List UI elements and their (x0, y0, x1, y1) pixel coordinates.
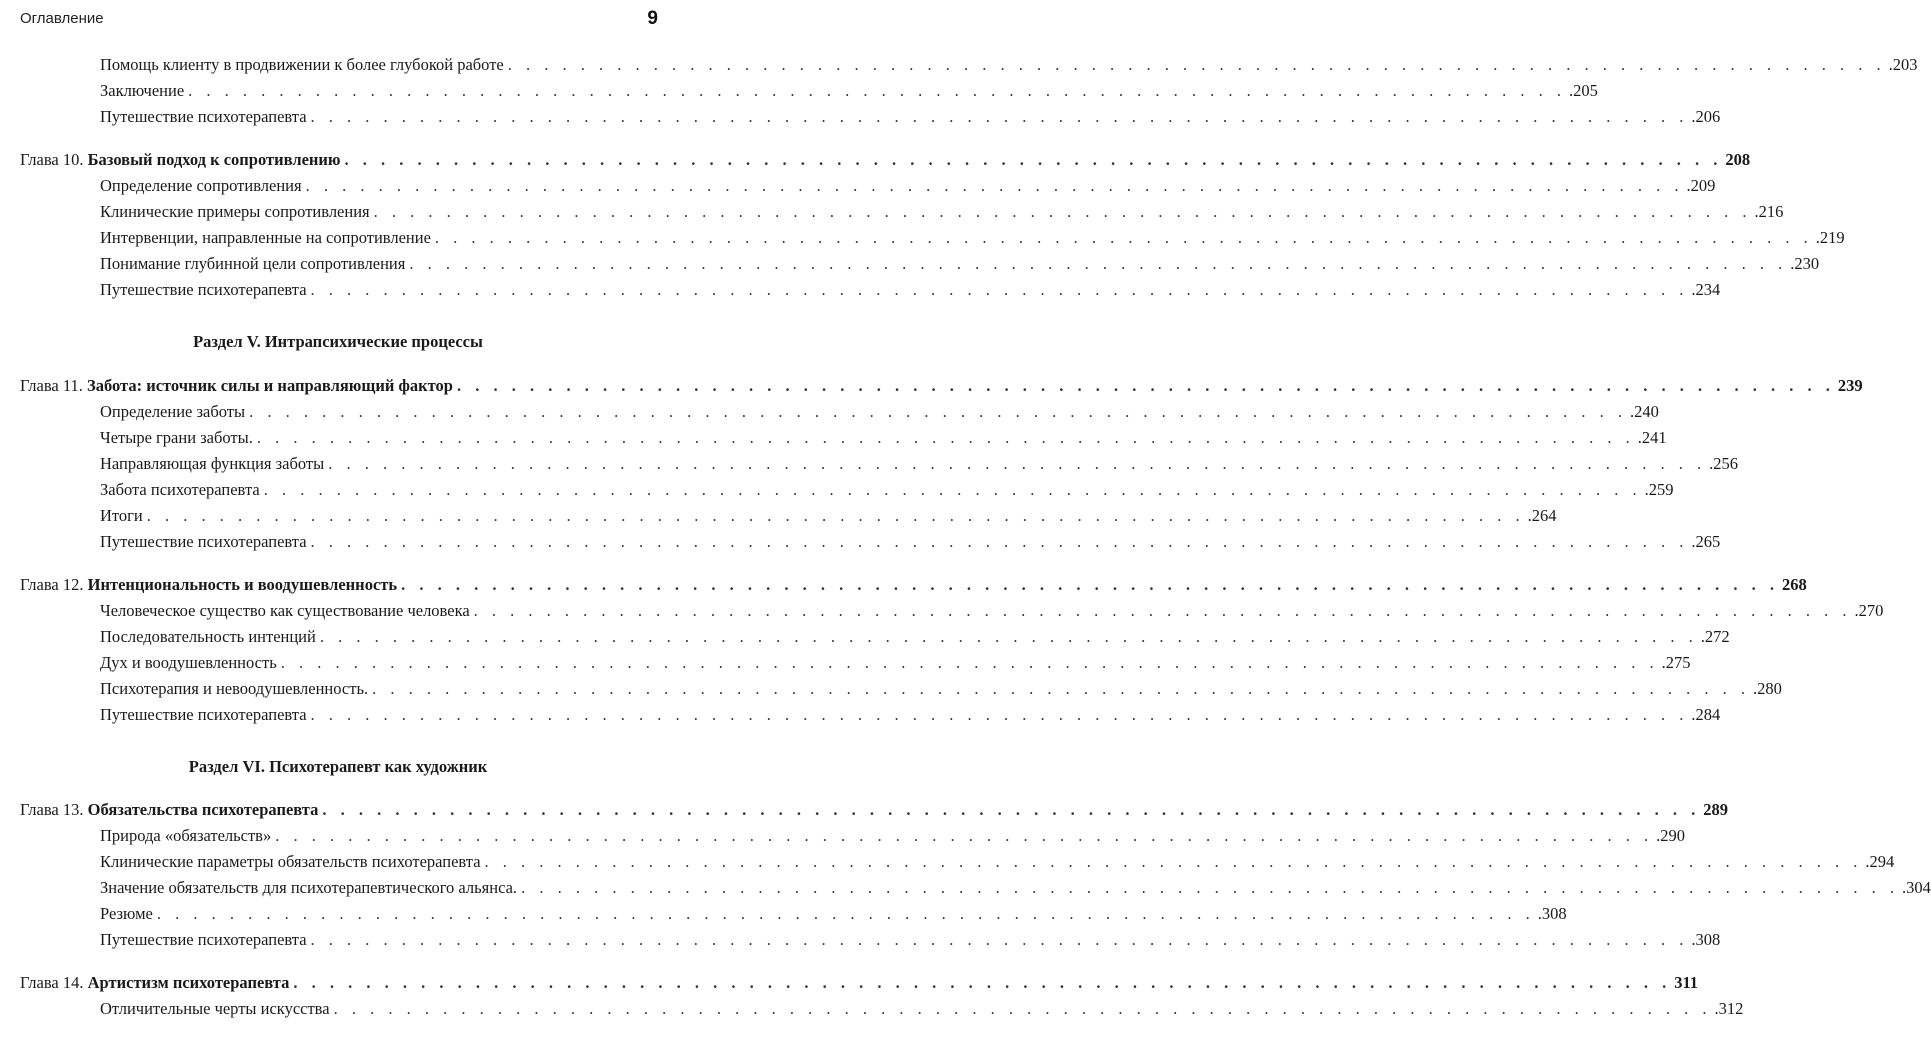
toc-chapter (0, 572, 1807, 598)
toc-title-group (20, 373, 453, 399)
chapter-title: Забота: источник силы и направляющий фактор (87, 376, 453, 395)
entry-title: Клинические примеры сопротивления (100, 202, 370, 221)
toc-entry (0, 849, 1895, 875)
dot-leader: . . . . . . . . . . . . . . . . . . . . . . . . . . . . . . . . . . . . . . . . . . . . . . . . . . . . . . . . . . . . . . . . . . . . . . . . . . . . (310, 107, 1689, 126)
toc-chapter (0, 147, 1751, 173)
toc-title-group (20, 797, 318, 823)
toc-page-number: .294 (1865, 852, 1895, 871)
toc-page-number: .264 (1527, 506, 1557, 525)
toc-page-number: .270 (1854, 601, 1884, 620)
toc-line (0, 927, 1721, 953)
chapter-label: Глава 10. (20, 150, 88, 169)
entry-title: Путешествие психотерапевта (100, 705, 307, 724)
toc-line (0, 624, 1730, 650)
toc-entry (0, 199, 1784, 225)
toc-entry (0, 598, 1884, 624)
toc-page-number: .234 (1691, 280, 1721, 299)
toc-title-group (100, 901, 153, 927)
dot-leader: . . . . . . . . . . . . . . . . . . . . . . . . . . . . . . . . . . . . . . . . . . . . . . . . . . . . . . . . . . . . . . . . . . . . . . . . . . . . (305, 176, 1684, 195)
toc-page-number: .209 (1686, 176, 1716, 195)
toc-title-group (100, 399, 245, 425)
toc-entry (0, 78, 1598, 104)
toc-title-group (100, 996, 330, 1022)
entry-title: Определение заботы (100, 402, 246, 421)
toc-title-group (100, 503, 143, 529)
dot-leader: . . . . . . . . . . . . . . . . . . . . . . . . . . . . . . . . . . . . . . . . . . . . . . . . . . . . . . . . . . . . . . . . . . . . . . . . . . . . (310, 705, 1689, 724)
entry-title: Путешествие психотерапевта (100, 930, 307, 949)
dot-leader: . . . . . . . . . . . . . . . . . . . . . . . . . . . . . . . . . . . . . . . . . . . . . . . . . . . . . . . . . . . . . . . . . . . . . . . . . . . . (344, 150, 1723, 169)
toc-chapter (0, 797, 1728, 823)
entry-title: Дух и воодушевленность (100, 653, 277, 672)
dot-leader: . . . . . . . . . . . . . . . . . . . . . . . . . . . . . . . . . . . . . . . . . . . . . . . . . . . . . . . . . . . . . . . . . . . . . . . . . . . . (156, 904, 1535, 923)
toc-title-group (100, 875, 517, 901)
entry-title: Резюме (100, 904, 153, 923)
toc-entry (0, 624, 1730, 650)
entry-title: Интервенции, направленные на сопротивление (100, 228, 431, 247)
toc-entry (0, 529, 1721, 555)
toc-title-group (100, 78, 184, 104)
entry-title: Итоги (100, 506, 143, 525)
dot-leader: . . . . . . . . . . . . . . . . . . . . . . . . . . . . . . . . . . . . . . . . . . . . . . . . . . . . . . . . . . . . . . . . . . . . . . . . . . . . (333, 999, 1712, 1018)
toc-page-number: .230 (1790, 254, 1820, 273)
toc-title-group (100, 598, 470, 624)
toc-line (0, 425, 1667, 451)
entry-title: Природа «обязательств» (100, 826, 272, 845)
toc-page-number: .304 (1901, 878, 1931, 897)
chapter-title: Интенциональность и воодушевленность (87, 575, 398, 594)
dot-leader: . . . . . . . . . . . . . . . . . . . . . . . . . . . . . . . . . . . . . . . . . . . . . . . . . . . . . . . . . . . . . . . . . . . . . . . . . . . . (372, 679, 1750, 698)
section-heading: Раздел V. Интрапсихические процессы (193, 332, 483, 351)
dot-leader: . . . . . . . . . . . . . . . . . . . . . . . . . . . . . . . . . . . . . . . . . . . . . . . . . . . . . . . . . . . . . . . . . . . . . . . . . . . . (146, 506, 1525, 525)
toc-line (0, 399, 1659, 425)
entry-title: Путешествие психотерапевта (100, 532, 307, 551)
entry-title: Помощь клиенту в продвижении к более глубокой работе (100, 55, 504, 74)
dot-leader: . . . . . . . . . . . . . . . . . . . . . . . . . . . . . . . . . . . . . . . . . . . . . . . . . . . . . . . . . . . . . . . . . . . . . . . . . . . . (401, 575, 1779, 594)
entry-title: Значение обязательств для психотерапевтического альянса. (100, 878, 518, 897)
chapter-title: Артистизм психотерапевта (87, 973, 290, 992)
toc-line (0, 451, 1738, 477)
toc-page-number: 289 (1703, 800, 1728, 819)
dot-leader: . . . . . . . . . . . . . . . . . . . . . . . . . . . . . . . . . . . . . . . . . . . . . . . . . . . . . . . . . . . . . . . . . . . . . . . . . . . . (409, 254, 1788, 273)
entry-title: Определение сопротивления (100, 176, 302, 195)
toc-title-group (20, 147, 341, 173)
toc-title-group (100, 277, 307, 303)
toc-title-group (100, 199, 370, 225)
toc-line (0, 104, 1721, 130)
toc-page-number: .280 (1752, 679, 1782, 698)
toc-page-number: .241 (1637, 428, 1667, 447)
toc-title-group (100, 425, 253, 451)
dot-leader: . . . . . . . . . . . . . . . . . . . . . . . . . . . . . . . . . . . . . . . . . . . . . . . . . . . . . . . . . . . . . . . . . . . . . . . . . . . . (319, 627, 1698, 646)
toc-page-number: .275 (1661, 653, 1691, 672)
toc-entry (0, 451, 1738, 477)
toc-title-group (100, 529, 307, 555)
toc-title-group (100, 251, 405, 277)
toc-page-number: .206 (1691, 107, 1721, 126)
dot-leader: . . . . . . . . . . . . . . . . . . . . . . . . . . . . . . . . . . . . . . . . . . . . . . . . . . . . . . . . . . . . . . . . . . . . . . . . . . . . (456, 376, 1835, 395)
entry-title: Заключение (100, 81, 185, 100)
toc-entry (0, 277, 1721, 303)
running-title: Оглавление (20, 10, 104, 27)
toc-line (0, 676, 1782, 702)
toc-title-group (20, 572, 397, 598)
dot-leader: . . . . . . . . . . . . . . . . . . . . . . . . . . . . . . . . . . . . . . . . . . . . . . . . . . . . . . . . . . . . . . . . . . . . . . . . . . . . (373, 202, 1752, 221)
dot-leader: . . . . . . . . . . . . . . . . . . . . . . . . . . . . . . . . . . . . . . . . . . . . . . . . . . . . . . . . . . . . . . . . . . . . . . . . . . . . (310, 280, 1689, 299)
toc-line (0, 797, 1728, 823)
toc-entry (0, 399, 1659, 425)
toc-title-group (100, 849, 481, 875)
toc-page-number: .203 (1888, 55, 1918, 74)
toc-page-number: 311 (1674, 973, 1699, 992)
toc-entry (0, 823, 1685, 849)
toc-line (0, 823, 1685, 849)
toc-line (0, 901, 1567, 927)
dot-leader: . . . . . . . . . . . . . . . . . . . . . . . . . . . . . . . . . . . . . . . . . . . . . . . . . . . . . . . . . . . . . . . . . . . . . . . . . . . . (484, 852, 1863, 871)
toc-page-number: 239 (1837, 376, 1863, 395)
chapter-label: Глава 12. (20, 575, 88, 594)
toc-entry (0, 52, 1918, 78)
entry-title: Человеческое существо как существование человека (100, 601, 470, 620)
entry-title: Последовательность интенций (100, 627, 316, 646)
chapter-title: Базовый подход к сопротивлению (87, 150, 341, 169)
toc-line (0, 529, 1721, 555)
toc-line (0, 477, 1674, 503)
toc-entry (0, 225, 1845, 251)
toc-title-group (100, 823, 271, 849)
toc-page-number: .290 (1656, 826, 1685, 845)
dot-leader: . . . . . . . . . . . . . . . . . . . . . . . . . . . . . . . . . . . . . . . . . . . . . . . . . . . . . . . . . . . . . . . . . . . . . . . . . . . . (249, 402, 1627, 421)
toc-chapter (0, 373, 1863, 399)
toc-page-number: .284 (1691, 705, 1721, 724)
toc-entry (0, 996, 1744, 1022)
toc-page-number: .259 (1644, 480, 1674, 499)
toc-line (0, 702, 1721, 728)
toc-title-group (100, 52, 504, 78)
dot-leader: . . . . . . . . . . . . . . . . . . . . . . . . . . . . . . . . . . . . . . . . . . . . . . . . . . . . . . . . . . . . . . . . . . . . . . . . . . . . (275, 826, 1654, 845)
entry-title: Направляющая функция заботы (100, 454, 325, 473)
dot-leader: . . . . . . . . . . . . . . . . . . . . . . . . . . . . . . . . . . . . . . . . . . . . . . . . . . . . . . . . . . . . . . . . . . . . . . . . . . . . (188, 81, 1567, 100)
toc-line (0, 875, 1931, 901)
toc-entry (0, 901, 1567, 927)
dot-leader: . . . . . . . . . . . . . . . . . . . . . . . . . . . . . . . . . . . . . . . . . . . . . . . . . . . . . . . . . . . . . . . . . . . . . . . . . . . . (521, 878, 1899, 897)
toc-page-number: .308 (1537, 904, 1567, 923)
dot-leader: . . . . . . . . . . . . . . . . . . . . . . . . . . . . . . . . . . . . . . . . . . . . . . . . . . . . . . . . . . . . . . . . . . . . . . . . . . . . (280, 653, 1659, 672)
toc-line (0, 78, 1598, 104)
toc-title-group (100, 477, 260, 503)
dot-leader: . . . . . . . . . . . . . . . . . . . . . . . . . . . . . . . . . . . . . . . . . . . . . . . . . . . . . . . . . . . . . . . . . . . . . . . . . . . . (328, 454, 1707, 473)
toc-line (0, 849, 1895, 875)
dot-leader: . . . . . . . . . . . . . . . . . . . . . . . . . . . . . . . . . . . . . . . . . . . . . . . . . . . . . . . . . . . . . . . . . . . . . . . . . . . . (293, 973, 1672, 992)
toc-page-number: .312 (1714, 999, 1744, 1018)
toc-page-number: .240 (1629, 402, 1659, 421)
toc-page-number: .265 (1691, 532, 1721, 551)
toc-line (0, 173, 1716, 199)
toc-line (0, 373, 1863, 399)
toc-entry (0, 425, 1667, 451)
toc-page-number: .272 (1700, 627, 1730, 646)
toc-title-group (100, 702, 307, 728)
chapter-title: Обязательства психотерапевта (87, 800, 319, 819)
entry-title: Четыре грани заботы. (100, 428, 253, 447)
toc-chapter (0, 970, 1699, 996)
toc-title-group (100, 676, 368, 702)
toc-title-group (100, 225, 431, 251)
toc-line (0, 277, 1721, 303)
dot-leader: . . . . . . . . . . . . . . . . . . . . . . . . . . . . . . . . . . . . . . . . . . . . . . . . . . . . . . . . . . . . . . . . . . . . . . . . . . . . (507, 55, 1886, 74)
toc-page-number: 268 (1781, 575, 1807, 594)
chapter-label: Глава 11. (20, 376, 88, 395)
dot-leader: . . . . . . . . . . . . . . . . . . . . . . . . . . . . . . . . . . . . . . . . . . . . . . . . . . . . . . . . . . . . . . . . . . . . . . . . . . . . (473, 601, 1852, 620)
toc-page-number: .205 (1569, 81, 1598, 100)
toc-line (0, 650, 1691, 676)
toc-line (0, 996, 1744, 1022)
dot-leader: . . . . . . . . . . . . . . . . . . . . . . . . . . . . . . . . . . . . . . . . . . . . . . . . . . . . . . . . . . . . . . . . . . . . . . . . . . . . (310, 930, 1689, 949)
toc-line (0, 503, 1557, 529)
entry-title: Отличительные черты искусства (100, 999, 330, 1018)
dot-leader: . . . . . . . . . . . . . . . . . . . . . . . . . . . . . . . . . . . . . . . . . . . . . . . . . . . . . . . . . . . . . . . . . . . . . . . . . . . . (263, 480, 1642, 499)
toc-line (0, 970, 1699, 996)
toc-page-number: .216 (1754, 202, 1784, 221)
dot-leader: . . . . . . . . . . . . . . . . . . . . . . . . . . . . . . . . . . . . . . . . . . . . . . . . . . . . . . . . . . . . . . . . . . . . . . . . . . . . (322, 800, 1701, 819)
page-number: 9 (647, 8, 658, 29)
toc-line (0, 52, 1918, 78)
entry-title: Понимание глубинной цели сопротивления (100, 254, 406, 273)
toc-page-number: 208 (1725, 150, 1751, 169)
toc-entry (0, 702, 1721, 728)
toc-title-group (100, 650, 277, 676)
toc-page-number: .256 (1709, 454, 1738, 473)
toc-title-group (100, 104, 307, 130)
chapter-label: Глава 14. (20, 973, 88, 992)
toc-entry (0, 173, 1716, 199)
toc-title-group (20, 970, 289, 996)
toc-line (0, 572, 1807, 598)
toc-line (0, 225, 1845, 251)
toc-entry (0, 875, 1931, 901)
entry-title: Путешествие психотерапевта (100, 107, 307, 126)
toc-entry (0, 650, 1691, 676)
entry-title: Забота психотерапевта (100, 480, 260, 499)
toc-entry (0, 503, 1557, 529)
toc-page-number: .308 (1691, 930, 1721, 949)
toc-title-group (100, 624, 316, 650)
entry-title: Путешествие психотерапевта (100, 280, 307, 299)
toc-line (0, 251, 1820, 277)
toc-title-group (100, 173, 302, 199)
toc-entry (0, 477, 1674, 503)
dot-leader: . . . . . . . . . . . . . . . . . . . . . . . . . . . . . . . . . . . . . . . . . . . . . . . . . . . . . . . . . . . . . . . . . . . . . . . . . . . . (310, 532, 1689, 551)
toc-entry (0, 104, 1721, 130)
toc-title-group (100, 927, 307, 953)
toc-line (0, 598, 1884, 624)
dot-leader: . . . . . . . . . . . . . . . . . . . . . . . . . . . . . . . . . . . . . . . . . . . . . . . . . . . . . . . . . . . . . . . . . . . . . . . . . . . . (434, 228, 1813, 247)
section-heading: Раздел VI. Психотерапевт как художник (188, 757, 488, 776)
toc-entry (0, 927, 1721, 953)
toc-title-group (100, 451, 324, 477)
toc-entry (0, 251, 1820, 277)
entry-title: Клинические параметры обязательств психотерапевта (100, 852, 481, 871)
chapter-label: Глава 13. (20, 800, 88, 819)
toc-page-number: .219 (1815, 228, 1845, 247)
entry-title: Психотерапия и невоодушевленность. (100, 679, 369, 698)
toc-line (0, 199, 1784, 225)
dot-leader: . . . . . . . . . . . . . . . . . . . . . . . . . . . . . . . . . . . . . . . . . . . . . . . . . . . . . . . . . . . . . . . . . . . . . . . . . . . . (256, 428, 1635, 447)
page-header (0, 0, 676, 40)
toc-line (0, 147, 1751, 173)
toc-entry (0, 676, 1782, 702)
